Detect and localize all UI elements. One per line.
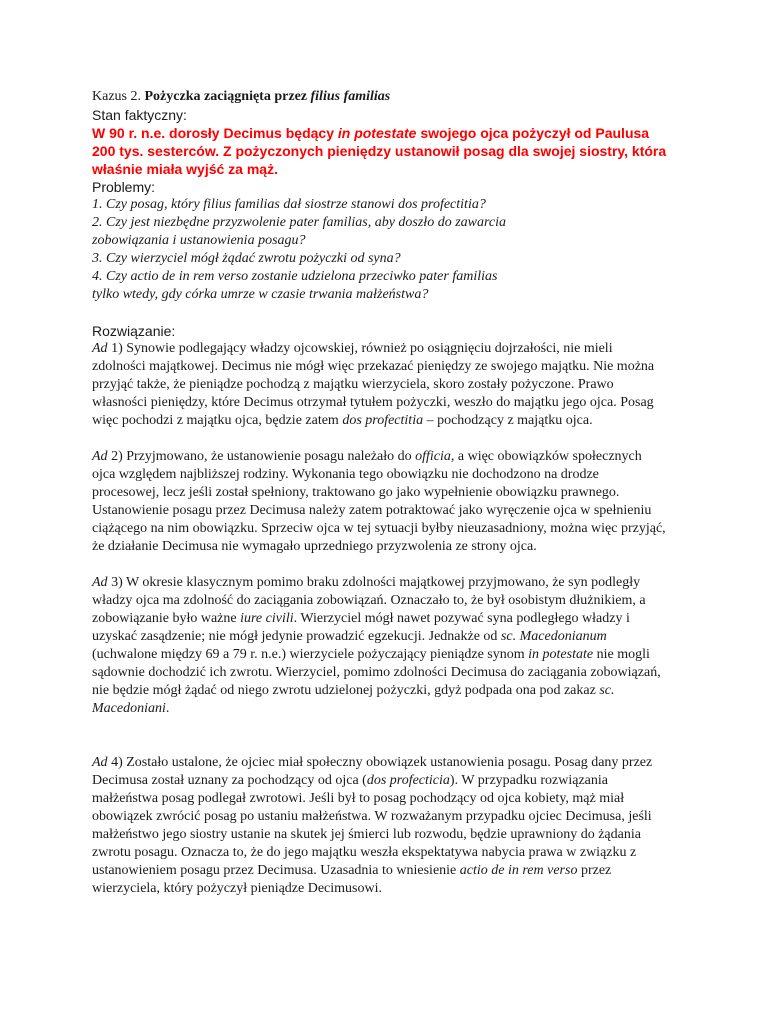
answer-line xyxy=(92,610,692,628)
facts-line-3: właśnie miała wyjść za mąż. xyxy=(92,161,278,177)
answer-text: 2) Przyjmowano, że ustanowienie posagu należało do xyxy=(107,449,416,464)
answer-line: procesowej, lecz jeśli został spełniony, traktowano go jako wypełnienie obowiązku prawnego. xyxy=(92,485,620,500)
answer-line xyxy=(92,448,692,466)
spacer xyxy=(92,304,692,322)
problem-text: tylko wtedy, gdy córka umrze w czasie trwania małżeństwa? xyxy=(92,287,429,302)
answer-line: władzy ojca ma zdolność do zaciągania zobowiązań. Oznaczało to, że był osobistym dłużnikiem, a xyxy=(92,593,646,608)
problem-text: 3. Czy wierzyciel mógł żądać zwrotu pożyczki od syna? xyxy=(92,251,401,266)
answer-line xyxy=(92,862,692,880)
spacer xyxy=(92,718,692,754)
answer-text: nie mogli xyxy=(593,647,650,662)
answer-italic: officia xyxy=(415,449,451,464)
answer-italic: sc. xyxy=(599,683,615,698)
case-title-italic: filius familias xyxy=(310,89,391,104)
document-page xyxy=(92,88,692,898)
answer-text: 3) W okresie klasycznym pomimo braku zdolności majątkowej przyjmowano, że syn podległy xyxy=(107,575,641,590)
problem-text: 2. Czy jest niezbędne przyzwolenie pater familias, aby doszło do zawarcia xyxy=(92,215,507,230)
answer-text: . Wierzyciel mógł nawet pozywać syna podległego władzy i xyxy=(293,611,630,626)
answer-line: własności pieniędzy, które Decimus otrzymał tytułem pożyczki, weszło do majątku jego ojca. Posag xyxy=(92,395,654,410)
answer-line: zdolności majątkowej. Decimus nie mógł więc przekazać pieniędzy ze swojego majątku. Nie można xyxy=(92,359,655,374)
facts-line-1 xyxy=(92,124,692,142)
problems-heading: Problemy: xyxy=(92,179,156,195)
answer-line: przyjąć także, że pieniądze pochodzą z majątku wierzyciela, skoro zostały pożyczone. Prawo xyxy=(92,377,614,392)
answer-text: ). W przypadku rozwiązania xyxy=(449,773,608,788)
answer-text: ustanowieniem posagu przez Decimusa. Uzasadnia to wniesienie xyxy=(92,863,460,878)
answer-1 xyxy=(92,340,692,430)
answer-line: że działanie Decimusa nie wymagało uprzedniego przyzwolenia ze strony ojca. xyxy=(92,539,537,554)
answer-line xyxy=(92,646,692,664)
spacer xyxy=(92,430,692,448)
answer-italic: Macedoniani xyxy=(92,701,166,716)
answer-text: przez xyxy=(577,863,612,878)
answer-line xyxy=(92,754,692,772)
problem-text: 4. Czy actio de in rem verso zostanie udzielona przeciwko pater familias xyxy=(92,269,498,284)
answer-line: małżeństwa posag podlegał zwrotowi. Jeśli był to posag pochodzący od ojca kobiety, mąż miał xyxy=(92,791,625,806)
answer-text: uzyskać zasądzenie; nie mógł jedynie prowadzić egzekucji. Jednakże od xyxy=(92,629,501,644)
problem-text: zobowiązania i ustanowienia posagu? xyxy=(92,233,306,248)
answer-text: , a więc obowiązków społecznych xyxy=(450,449,642,464)
answer-text: zobowiązanie było ważne xyxy=(92,611,241,626)
problem-line xyxy=(92,214,692,232)
answer-italic: actio de in rem verso xyxy=(459,863,578,878)
answer-3 xyxy=(92,574,692,718)
answer-line xyxy=(92,772,692,790)
answer-line: sądownie dochodzić ich zwrotu. Wierzyciel, pomimo zdolności Decimusa do zaciągania zobowiązań, xyxy=(92,665,661,680)
answer-text: . xyxy=(165,701,170,716)
case-title-prefix: Kazus 2. xyxy=(92,89,145,104)
solution-heading: Rozwiązanie: xyxy=(92,323,176,339)
problem-line xyxy=(92,286,692,304)
case-title xyxy=(92,88,692,106)
problem-line xyxy=(92,232,692,250)
problem-line xyxy=(92,196,692,214)
answer-text: nie będzie mógł żądać od niego zwrotu udzielonej pożyczki, gdyż podpada ona pod zakaz xyxy=(92,683,600,698)
ad-label: Ad xyxy=(92,341,108,356)
answer-2 xyxy=(92,448,692,556)
answer-text: więc pochodzi z majątku ojca, będzie zatem xyxy=(92,413,343,428)
answer-italic: dos profecticia xyxy=(366,773,450,788)
case-title-bold: Pożyczka zaciągnięta przez xyxy=(144,89,311,104)
answer-line: ojca względem najbliższej rodziny. Wykonania tego obowiązku nie dochodzono na drodze xyxy=(92,467,599,482)
answer-text: – pochodzący z majątku ojca. xyxy=(423,413,593,428)
facts-text: W 90 r. n.e. dorosły Decimus będący xyxy=(92,125,338,141)
answer-line: zwrotu posagu. Oznacza to, że do jego majątku weszła ekspektatywa nabycia prawa w związku z xyxy=(92,845,637,860)
answer-line xyxy=(92,700,692,718)
facts-line-2: 200 tys. sesterców. Z pożyczonych pieniędzy ustanowił posag dla swojej siostry, która xyxy=(92,143,667,159)
ad-label: Ad xyxy=(92,755,108,770)
answer-line: Ustanowienie posagu przez Decimusa należy zatem potraktować jako wyręczenie ojca w spełnieniu xyxy=(92,503,652,518)
spacer xyxy=(92,556,692,574)
answer-italic: in potestate xyxy=(528,647,594,662)
answer-line xyxy=(92,340,692,358)
ad-label: Ad xyxy=(92,575,108,590)
answer-line xyxy=(92,682,692,700)
answer-text: (uchwalone między 69 a 79 r. n.e.) wierzyciele pożyczający pieniądze synom xyxy=(92,647,529,662)
answer-line: obowiązek zwrócić posag po ustaniu małżeństwa. W rozważanym przypadku ojciec Decimusa, jeśli xyxy=(92,809,652,824)
facts-text: swojego ojca pożyczył od Paulusa xyxy=(416,125,650,141)
answer-line: małżeństwo jego siostry ustanie na skutek jej śmierci lub rozwodu, będzie uprawniony do żądania xyxy=(92,827,641,842)
problem-line xyxy=(92,268,692,286)
answer-line xyxy=(92,412,692,430)
answer-text: 4) Zostało ustalone, że ojciec miał społeczny obowiązek ustanowienia posagu. Posag dany przez xyxy=(107,755,653,770)
answer-line xyxy=(92,574,692,592)
answer-line: wierzyciela, który pożyczył pieniądze Decimusowi. xyxy=(92,881,382,896)
problem-text: 1. Czy posag, który filius familias dał siostrze stanowi dos profectitia? xyxy=(92,197,486,212)
answer-line xyxy=(92,628,692,646)
answer-line: ciążącego na nim obowiązku. Sprzeciw ojca w tej sytuacji byłby nieuzasadniony, można więc przyjąć, xyxy=(92,521,666,536)
facts-italic: in potestate xyxy=(337,125,417,141)
answer-italic: dos profectitia xyxy=(342,413,424,428)
answer-text: 1) Synowie podlegający władzy ojcowskiej, również po osiągnięciu dojrzałości, nie mieli xyxy=(107,341,613,356)
facts-heading: Stan faktyczny: xyxy=(92,107,187,123)
answer-text: Decimusa został uznany za pochodzący od ojca ( xyxy=(92,773,367,788)
answer-4 xyxy=(92,754,692,898)
ad-label: Ad xyxy=(92,449,108,464)
problem-line xyxy=(92,250,692,268)
answer-italic: iure civili xyxy=(240,611,294,626)
answer-italic: sc. Macedonianum xyxy=(500,629,607,644)
